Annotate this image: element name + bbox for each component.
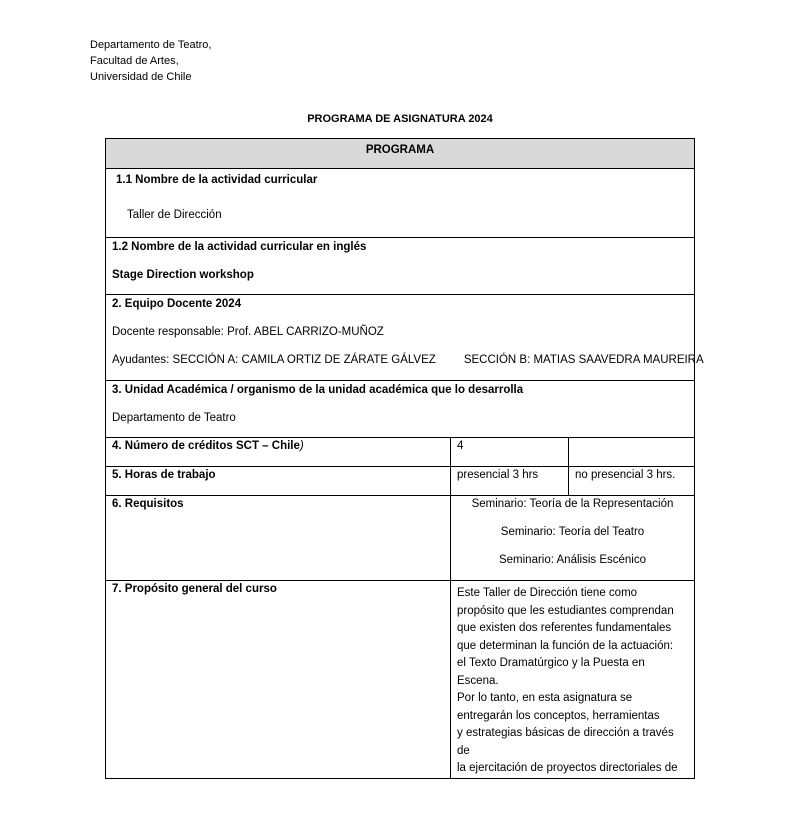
requirements-label: 6. Requisitos: [106, 496, 451, 581]
header-university: Universidad de Chile: [90, 71, 192, 83]
section-activity-name: [106, 169, 695, 238]
activity-name-value: Taller de Dirección: [127, 209, 222, 221]
assistants-section-b: SECCIÓN B: MATIAS SAAVEDRA MAUREIRA: [463, 354, 704, 366]
academic-unit-label: 3. Unidad Académica / organismo de la unidad académica que lo desarrolla: [112, 384, 524, 396]
work-hours-label: 5. Horas de trabajo: [106, 467, 451, 496]
purpose-line: la ejercitación de proyectos directoriales de: [457, 762, 678, 774]
requirement-item: Seminario: Teoría de la Representación: [471, 498, 674, 510]
header-faculty: Facultad de Artes,: [90, 55, 179, 67]
purpose-text: [451, 581, 695, 779]
document-title: PROGRAMA DE ASIGNATURA 2024: [307, 113, 493, 125]
section-activity-name-english: [106, 238, 695, 295]
purpose-line: Este Taller de Dirección tiene como: [457, 587, 638, 599]
requirements-list: [451, 496, 695, 581]
purpose-label: 7. Propósito general del curso: [106, 581, 451, 779]
purpose-line: que determinan la función de la actuación:: [457, 639, 674, 652]
credits-value: 4: [451, 438, 569, 467]
teaching-team-responsible: Docente responsable: Prof. ABEL CARRIZO-MUÑOZ: [112, 326, 384, 338]
credits-paren: ): [299, 440, 304, 452]
purpose-line: Por lo tanto, en esta asignatura se: [457, 692, 633, 704]
credits-label: 4. Número de créditos SCT – Chile: [112, 440, 300, 452]
work-hours-presential: presencial 3 hrs: [451, 467, 569, 496]
purpose-line: propósito que les estudiantes comprendan: [457, 604, 674, 617]
credits-label-cell: [106, 438, 451, 467]
header-department: Departamento de Teatro,: [90, 39, 212, 51]
teaching-team-assistants: [112, 341, 704, 369]
table-heading: PROGRAMA: [106, 139, 695, 169]
purpose-line: y estrategias básicas de dirección a través de: [457, 727, 674, 757]
assistants-section-a: Ayudantes: SECCIÓN A: CAMILA ORTIZ DE ZÁRATE GÁLVEZ: [112, 354, 436, 366]
purpose-line: que existen dos referentes fundamentales: [457, 622, 672, 634]
activity-name-english-label: 1.2 Nombre de la actividad curricular en inglés: [112, 241, 367, 253]
purpose-line: el Texto Dramatúrgico y la Puesta en Escena.: [457, 657, 645, 687]
section-teaching-team: [106, 295, 704, 381]
section-academic-unit: [106, 381, 695, 438]
activity-name-label: 1.1 Nombre de la actividad curricular: [116, 174, 318, 186]
institution-header: [90, 37, 211, 85]
teaching-team-label: 2. Equipo Docente 2024: [112, 298, 242, 310]
credits-extra: [569, 438, 695, 467]
academic-unit-value: Departamento de Teatro: [112, 412, 236, 424]
program-table: [105, 138, 704, 779]
requirement-item: Seminario: Análisis Escénico: [498, 554, 646, 566]
work-hours-non-presential: no presencial 3 hrs.: [569, 467, 695, 496]
purpose-line: entregarán los conceptos, herramientas: [457, 709, 660, 722]
requirement-item: Seminario: Teoría del Teatro: [500, 526, 645, 538]
activity-name-english-value: Stage Direction workshop: [112, 269, 254, 281]
